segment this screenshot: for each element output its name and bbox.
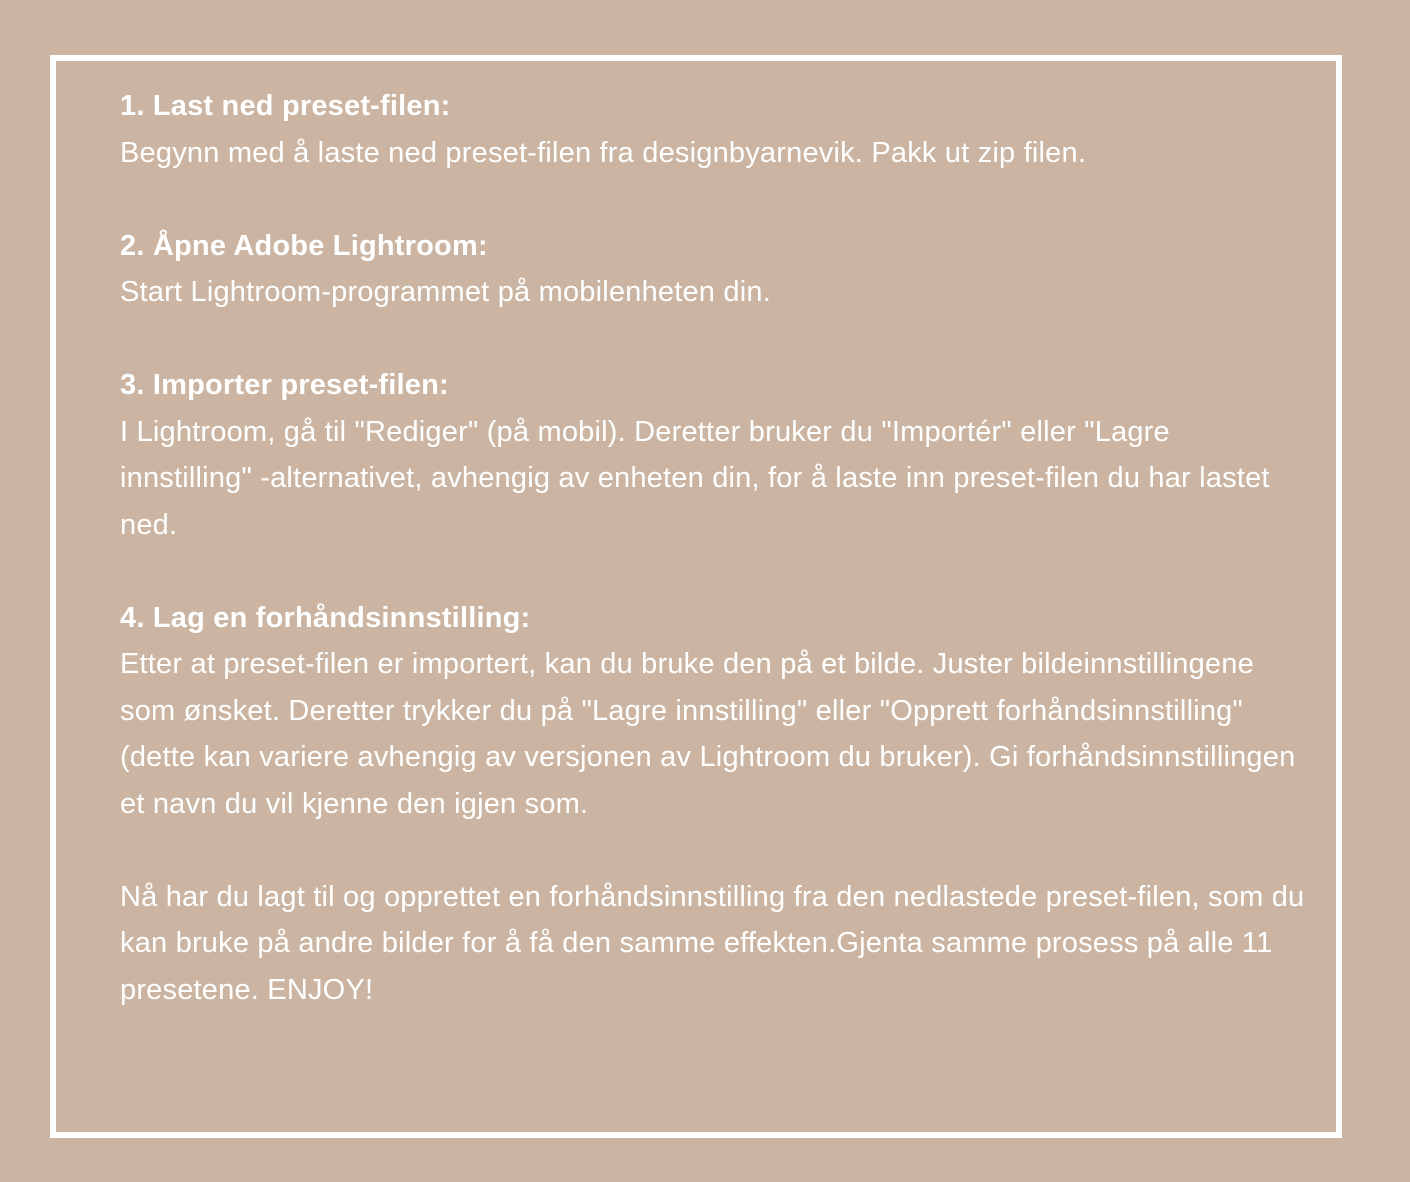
section-2-heading: 2. Åpne Adobe Lightroom:	[120, 229, 488, 262]
instructions-text	[120, 83, 1310, 1013]
instruction-section-1	[120, 83, 1310, 176]
closing-paragraph: Nå har du lagt til og opprettet en forhåndsinnstilling fra den nedlastede preset-filen, som du kan bruke på andre bilder for å få den samme effekten.Gjenta samme prosess på alle 11 presetene. ENJOY!	[120, 880, 1305, 1006]
instruction-section-3	[120, 362, 1310, 548]
instruction-section-2	[120, 223, 1310, 316]
section-3-body: I Lightroom, gå til "Rediger" (på mobil). Deretter bruker du "Importér" eller "Lagre innstilling" -alternativet, avhengig av enheten din, for å laste inn preset-filen du har lastet ned.	[120, 415, 1270, 541]
section-4-body: Etter at preset-filen er importert, kan du bruke den på et bilde. Juster bildeinnstillingene som ønsket. Deretter trykker du på "Lagre innstilling" eller "Opprett forhåndsinnstilling" (dette kan variere avhengig av versjonen av Lightroom du bruker). Gi forhåndsinnstillingen et navn du vil kjenne den igjen som.	[120, 648, 1296, 820]
section-3-heading: 3. Importer preset-filen:	[120, 369, 449, 401]
section-1-heading: 1. Last ned preset-filen:	[120, 90, 451, 122]
section-1-body: Begynn med å laste ned preset-filen fra designbyarnevik. Pakk ut zip filen.	[120, 136, 1087, 169]
section-2-body: Start Lightroom-programmet på mobilenheten din.	[120, 276, 771, 308]
border-frame	[50, 55, 1342, 1138]
section-4-heading: 4. Lag en forhåndsinnstilling:	[120, 601, 531, 634]
instruction-section-4	[120, 595, 1310, 828]
